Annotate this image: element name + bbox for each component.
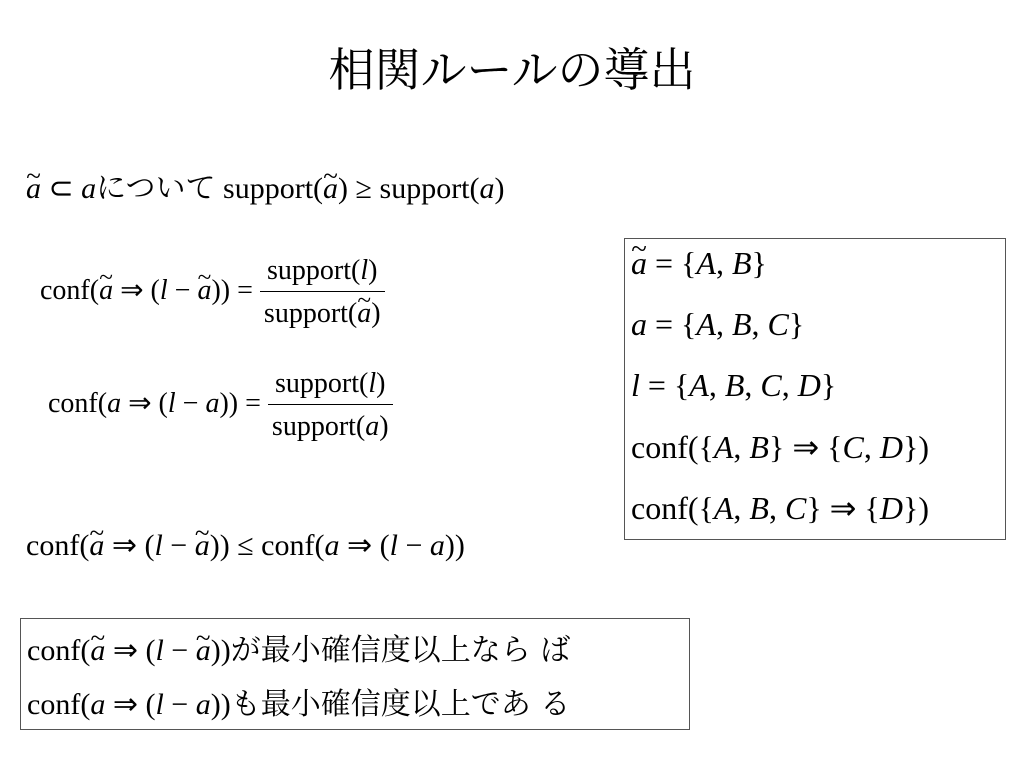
def-l: l = {A, B, C, D} (631, 367, 837, 403)
slide-title: 相関ルールの導出 (328, 43, 696, 97)
def-conf-abc: conf({A, B, C} ⇒ {D}) (631, 490, 929, 526)
conf-eq-tilde: conf(~ a ⇒ (l − ~ a)) = $\frac{\text{support(l)}}{\text{support(\textasciitilde{} a)}}$ (40, 255, 385, 330)
about-label: について (96, 171, 216, 206)
conclusion-line-1: conf(~ a ⇒ (l − ~ a))が最小確信度以上なら ば (27, 625, 570, 669)
def-conf-ab: conf({A, B} ⇒ {C, D}) (631, 429, 929, 465)
conclusion-line-2: conf(a ⇒ (l − a))も最小確信度以上であ る (27, 687, 571, 722)
definitions-box (624, 238, 1006, 540)
def-a-tilde: ~ a = {A, B} (631, 245, 767, 282)
def-a: a = {A, B, C} (631, 306, 805, 342)
conclusion-box (20, 618, 690, 730)
conf-inequality: conf(~ a ⇒ (l − ~ a)) ≤ conf(a ⇒ (l − a)) (26, 528, 465, 563)
conf-eq-a: conf(a ⇒ (l − a)) = $\frac{\text{support(l)}}{\text{support(a)}}$ (48, 368, 393, 443)
subset-statement: ~ a ⊂ aについて support(~ a) ≥ support(a) (26, 163, 505, 207)
fraction: $\frac{\text{support(l)}}{\text{support(\textasciitilde{} a)}}$ (260, 255, 385, 330)
a-tilde: ~ a (26, 172, 41, 206)
fraction: $\frac{\text{support(l)}}{\text{support(a)}}$ (268, 368, 393, 443)
